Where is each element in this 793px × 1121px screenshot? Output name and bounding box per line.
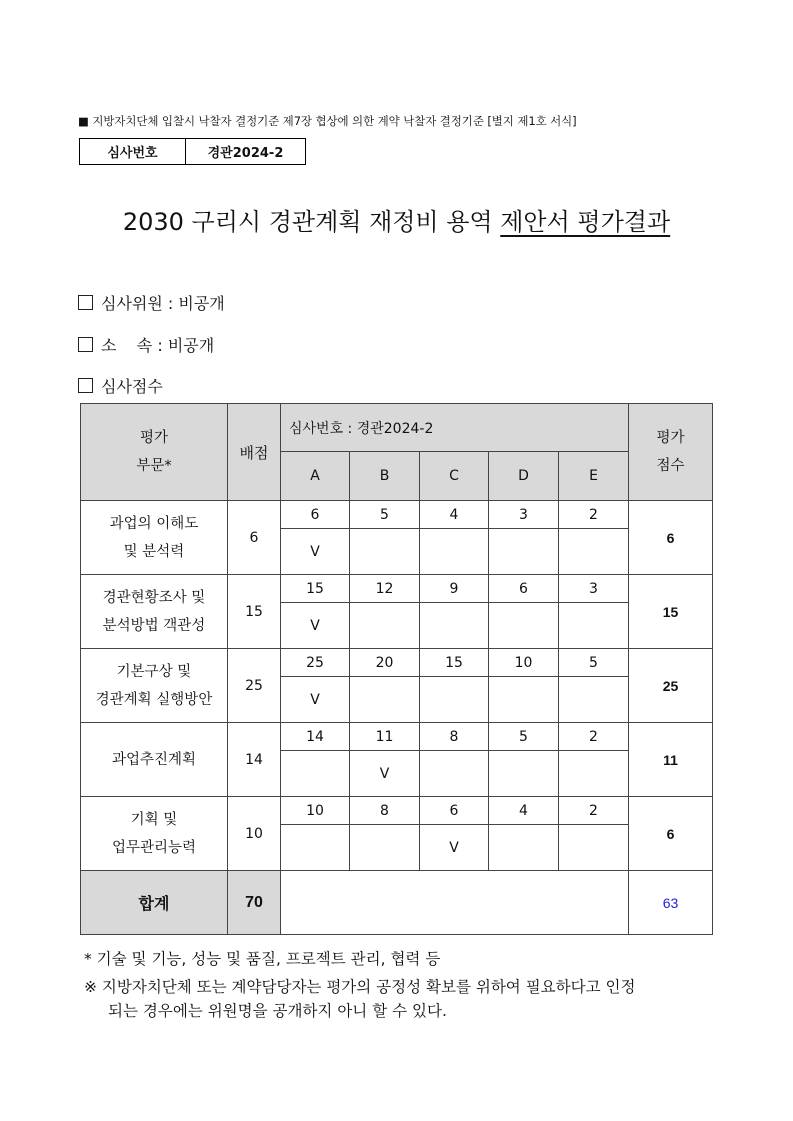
reviewer-text: 심사위원 : 비공개 xyxy=(101,294,225,313)
footnote-disclosure: ※ 지방자치단체 또는 계약담당자는 평가의 공정성 확보를 위하여 필요하다고 인정 xyxy=(84,978,636,996)
review-number-box xyxy=(79,138,306,165)
row-score: 15 xyxy=(629,575,713,649)
scale-value: 6 xyxy=(420,797,489,825)
scale-value: 2 xyxy=(559,797,629,825)
row-score: 25 xyxy=(629,649,713,723)
checkbox-square-icon xyxy=(78,378,93,393)
table-row xyxy=(81,575,713,603)
total-blank xyxy=(281,871,629,935)
header-category xyxy=(81,404,228,501)
check-cell xyxy=(281,751,350,797)
row-category-line2: 경관계획 실행방안 xyxy=(95,691,213,708)
review-number-value: 경관2024-2 xyxy=(207,146,284,161)
header-points: 배점 xyxy=(228,404,281,501)
scale-value: 10 xyxy=(281,797,350,825)
scale-value: 5 xyxy=(489,723,559,751)
scale-value: 2 xyxy=(559,723,629,751)
scale-value: 15 xyxy=(420,649,489,677)
scale-value: 6 xyxy=(281,501,350,529)
grade-E: E xyxy=(559,452,629,501)
row-score: 11 xyxy=(629,723,713,797)
row-category xyxy=(81,501,228,575)
title-underlined: 제안서 평가결과 xyxy=(500,208,671,236)
header-score-line2: 점수 xyxy=(656,458,685,474)
check-mark-cell: V xyxy=(281,677,350,723)
scale-value: 20 xyxy=(350,649,420,677)
scale-value: 4 xyxy=(420,501,489,529)
table-row xyxy=(81,501,713,529)
scale-value: 4 xyxy=(489,797,559,825)
scale-value: 3 xyxy=(489,501,559,529)
scale-value: 15 xyxy=(281,575,350,603)
checkbox-square-icon xyxy=(78,337,93,352)
scale-value: 14 xyxy=(281,723,350,751)
grade-B: B xyxy=(350,452,420,501)
row-points: 14 xyxy=(228,723,281,797)
total-points: 70 xyxy=(228,871,281,935)
row-category-line2: 업무관리능력 xyxy=(111,839,197,856)
check-cell xyxy=(489,825,559,871)
grade-C: C xyxy=(420,452,489,501)
check-cell xyxy=(350,677,420,723)
check-cell xyxy=(559,677,629,723)
row-category-line1: 기획 및 xyxy=(130,811,178,828)
row-category-line2: 및 분석력 xyxy=(123,543,185,560)
table-row xyxy=(81,723,713,751)
check-cell xyxy=(559,603,629,649)
header-score xyxy=(629,404,713,501)
header-category-line1: 평가 xyxy=(139,430,168,446)
check-cell xyxy=(350,825,420,871)
score-heading-text: 심사점수 xyxy=(101,377,163,396)
table-row xyxy=(81,797,713,825)
footnote-disclosure-cont: 되는 경우에는 위원명을 공개하지 아니 할 수 있다. xyxy=(108,1002,447,1020)
review-number-label: 심사번호 xyxy=(80,139,186,164)
check-cell xyxy=(489,529,559,575)
row-category-line1: 경관현황조사 및 xyxy=(102,589,206,606)
check-cell xyxy=(489,751,559,797)
row-category xyxy=(81,723,228,797)
scale-value: 8 xyxy=(420,723,489,751)
scale-value: 25 xyxy=(281,649,350,677)
check-cell xyxy=(350,603,420,649)
scale-value: 6 xyxy=(489,575,559,603)
check-cell xyxy=(420,677,489,723)
check-cell xyxy=(559,825,629,871)
score-table xyxy=(80,403,713,935)
reviewer-line xyxy=(78,291,225,314)
row-category xyxy=(81,797,228,871)
row-category-line2: 분석방법 객관성 xyxy=(102,617,206,634)
title-main: 2030 구리시 경관계획 재정비 용역 xyxy=(122,208,501,236)
row-category xyxy=(81,649,228,723)
scale-value: 9 xyxy=(420,575,489,603)
check-mark-cell: V xyxy=(420,825,489,871)
row-category xyxy=(81,575,228,649)
header-note: ■ 지방자치단체 입찰시 낙찰자 결정기준 제7장 협상에 의한 계약 낙찰자 결정기준 [별지 제1호 서식] xyxy=(78,114,577,128)
row-category-line1: 과업의 이해도 xyxy=(109,515,199,532)
header-category-line2: 부문* xyxy=(136,458,172,474)
total-label: 합계 xyxy=(81,871,228,935)
score-heading-line xyxy=(78,374,163,397)
check-cell xyxy=(559,529,629,575)
check-mark-cell: V xyxy=(350,751,420,797)
check-cell xyxy=(559,751,629,797)
scale-value: 12 xyxy=(350,575,420,603)
header-score-line1: 평가 xyxy=(656,430,685,446)
scale-value: 5 xyxy=(350,501,420,529)
row-score: 6 xyxy=(629,797,713,871)
check-cell xyxy=(350,529,420,575)
check-cell xyxy=(420,529,489,575)
affiliation-text: 소 속 : 비공개 xyxy=(101,336,215,355)
grade-A: A xyxy=(281,452,350,501)
check-mark-cell: V xyxy=(281,603,350,649)
header-review-number: 심사번호 : 경관2024-2 xyxy=(281,404,629,452)
row-points: 6 xyxy=(228,501,281,575)
row-points: 15 xyxy=(228,575,281,649)
scale-value: 8 xyxy=(350,797,420,825)
check-cell xyxy=(489,677,559,723)
check-cell xyxy=(420,603,489,649)
row-category-line1: 과업추진계획 xyxy=(111,751,197,768)
check-mark-cell: V xyxy=(281,529,350,575)
checkbox-square-icon xyxy=(78,295,93,310)
total-row xyxy=(81,871,713,935)
page-title xyxy=(0,202,793,237)
total-score: 63 xyxy=(629,871,713,935)
table-row xyxy=(81,649,713,677)
scale-value: 10 xyxy=(489,649,559,677)
grade-D: D xyxy=(489,452,559,501)
scale-value: 11 xyxy=(350,723,420,751)
row-score: 6 xyxy=(629,501,713,575)
scale-value: 3 xyxy=(559,575,629,603)
row-points: 25 xyxy=(228,649,281,723)
footnote-asterisk: * 기술 및 기능, 성능 및 품질, 프로젝트 관리, 협력 등 xyxy=(84,950,441,968)
affiliation-line xyxy=(78,333,214,356)
check-cell xyxy=(420,751,489,797)
row-points: 10 xyxy=(228,797,281,871)
check-cell xyxy=(489,603,559,649)
row-category-line1: 기본구상 및 xyxy=(116,663,192,680)
scale-value: 5 xyxy=(559,649,629,677)
scale-value: 2 xyxy=(559,501,629,529)
check-cell xyxy=(281,825,350,871)
